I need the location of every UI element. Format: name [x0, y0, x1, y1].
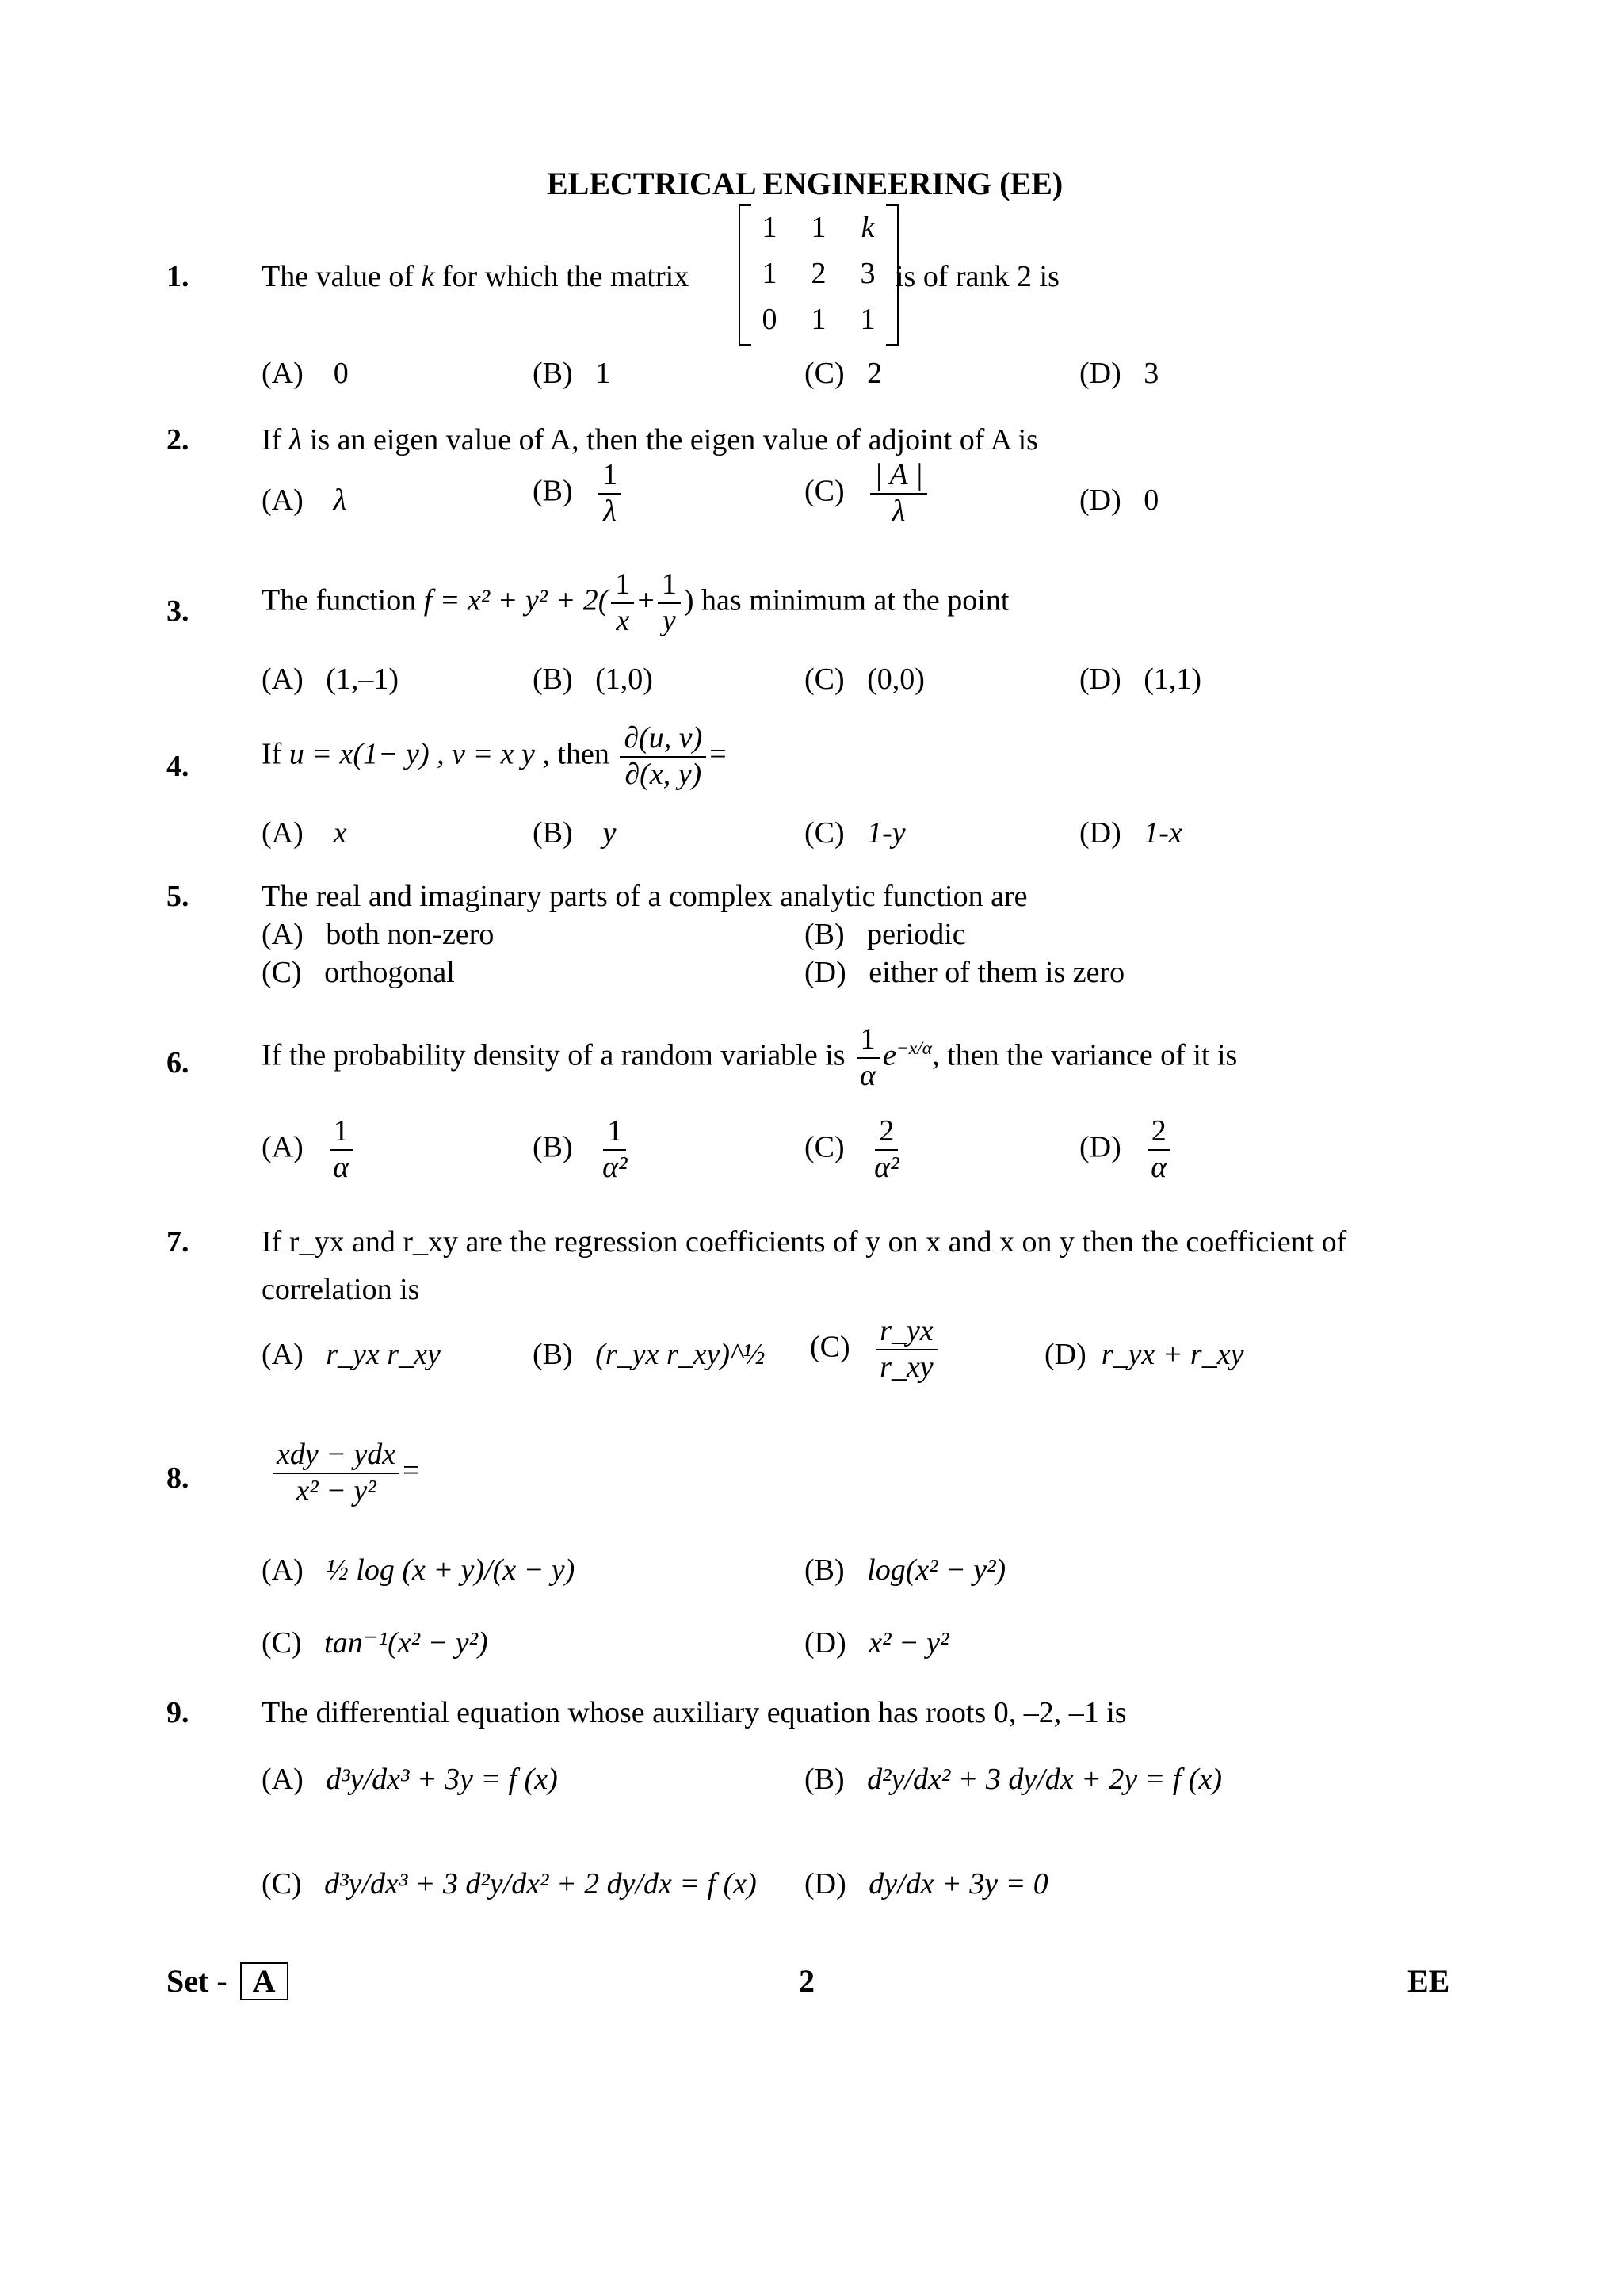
question-number: 8.: [166, 1461, 189, 1495]
option-c[interactable]: (C) 2: [804, 357, 883, 390]
paper-code: EE: [1407, 1963, 1450, 1999]
question-text: If u = x(1− y) , v = x y , then $\frac{\partial(u, v)}{\partial(x, y)}$ =: [262, 721, 727, 791]
question-text: $\frac{\text{xdy − ydx}}{\text{x² − y²}}$ =: [269, 1439, 420, 1507]
option-c[interactable]: (C) (0,0): [804, 663, 925, 696]
matrix-cell: 1: [811, 211, 827, 244]
question-text: The real and imaginary parts of a complex analytic function are: [262, 880, 1028, 913]
option-b[interactable]: (B) $\frac{1}{\text{α²}}$: [533, 1114, 628, 1184]
option-d[interactable]: (D) either of them is zero: [804, 956, 1125, 989]
question-text: The function f = x² + y² + 2( $\frac{1}{x}$ + $\frac{1}{y}$ ) has minimum at the point: [262, 567, 1010, 637]
matrix-cell: 0: [762, 303, 777, 336]
matrix-cell: k: [861, 211, 875, 244]
question-number: 4.: [166, 750, 189, 783]
set-indicator: Set - A: [166, 1962, 288, 2000]
option-b[interactable]: (B) log(x² − y²): [804, 1553, 1006, 1587]
option-c[interactable]: (C) $\frac{2}{\text{α²}}$: [804, 1114, 899, 1184]
question-text: If r_yx and r_xy are the regression coefficients of y on x and x on y then the coefficient of: [262, 1225, 1347, 1259]
question-number: 2.: [166, 423, 189, 457]
question-text-tail: is of rank 2 is: [896, 260, 1060, 293]
option-a[interactable]: (A) d³y/dx³ + 3y = f (x): [262, 1763, 558, 1796]
option-b[interactable]: (B) $\frac{1}{\lambda}$: [533, 460, 624, 528]
option-a[interactable]: (A) λ: [262, 483, 347, 517]
matrix: [739, 204, 899, 346]
set-box: A: [240, 1962, 288, 2000]
option-d[interactable]: (D) 3: [1079, 357, 1159, 390]
question-text-line2: correlation is: [262, 1273, 420, 1306]
matrix-cell: 1: [811, 303, 827, 336]
question-number: 9.: [166, 1696, 189, 1729]
option-c[interactable]: (C) orthogonal: [262, 956, 455, 989]
page-number: 2: [799, 1963, 815, 1999]
question-number: 5.: [166, 880, 189, 913]
question-number: 1.: [166, 260, 189, 293]
option-d[interactable]: (D) dy/dx + 3y = 0: [804, 1867, 1048, 1901]
option-b[interactable]: (B) y: [533, 816, 617, 850]
option-d[interactable]: (D) (1,1): [1079, 663, 1202, 696]
page-title: ELECTRICAL ENGINEERING (EE): [547, 166, 1064, 201]
option-a[interactable]: (A) (1,–1): [262, 663, 399, 696]
question-text: If λ is an eigen value of A, then the eigen value of adjoint of A is: [262, 423, 1038, 457]
option-a[interactable]: (A) $\frac{1}{\alpha}$: [262, 1116, 356, 1184]
question-text: The differential equation whose auxiliary equation has roots 0, –2, –1 is: [262, 1696, 1127, 1729]
option-b[interactable]: (B) d²y/dx² + 3 dy/dx + 2y = f (x): [804, 1763, 1223, 1796]
option-b[interactable]: (B) (r_yx r_xy)^½: [533, 1338, 766, 1371]
option-d[interactable]: (D) 1-x: [1079, 816, 1182, 850]
question-number: 3.: [166, 594, 189, 628]
option-c[interactable]: (C) d³y/dx³ + 3 d²y/dx² + 2 dy/dx = f (x): [262, 1867, 757, 1901]
option-d[interactable]: (D) r_yx + r_xy: [1044, 1338, 1244, 1371]
question-text: The value of k for which the matrix: [262, 260, 689, 293]
matrix-cell: 3: [860, 257, 876, 290]
matrix-cell: 2: [811, 257, 827, 290]
option-b[interactable]: (B) 1: [533, 357, 611, 390]
option-b[interactable]: (B) periodic: [804, 918, 966, 951]
option-a[interactable]: (A) both non-zero: [262, 918, 495, 951]
option-d[interactable]: (D) x² − y²: [804, 1626, 949, 1660]
option-d[interactable]: (D) 0: [1079, 483, 1159, 517]
option-c[interactable]: (C) tan⁻¹(x² − y²): [262, 1626, 488, 1660]
option-c[interactable]: (C) $\frac{r\_yx}{r\_xy}$: [810, 1316, 941, 1384]
question-text: If the probability density of a random variable is $\frac{1}{\alpha}$ $e^{-x/\alpha}$, then the variance of it is: [262, 1022, 1238, 1092]
option-a[interactable]: (A) ½ log (x + y)/(x − y): [262, 1553, 575, 1587]
option-a[interactable]: (A) x: [262, 816, 347, 850]
option-d[interactable]: (D) $\frac{2}{\alpha}$: [1079, 1116, 1174, 1184]
option-c[interactable]: (C) 1-y: [804, 816, 906, 850]
matrix-left-bracket: [739, 204, 751, 346]
option-b[interactable]: (B) (1,0): [533, 663, 653, 696]
matrix-cell: 1: [762, 257, 777, 290]
matrix-cell: 1: [762, 211, 777, 244]
option-a[interactable]: (A) 0: [262, 357, 349, 390]
option-a[interactable]: (A) r_yx r_xy: [262, 1338, 441, 1371]
matrix-cell: 1: [860, 303, 876, 336]
question-number: 7.: [166, 1225, 189, 1259]
option-c[interactable]: (C) $\frac{| A |}{\lambda}$: [804, 460, 930, 528]
question-number: 6.: [166, 1046, 189, 1079]
